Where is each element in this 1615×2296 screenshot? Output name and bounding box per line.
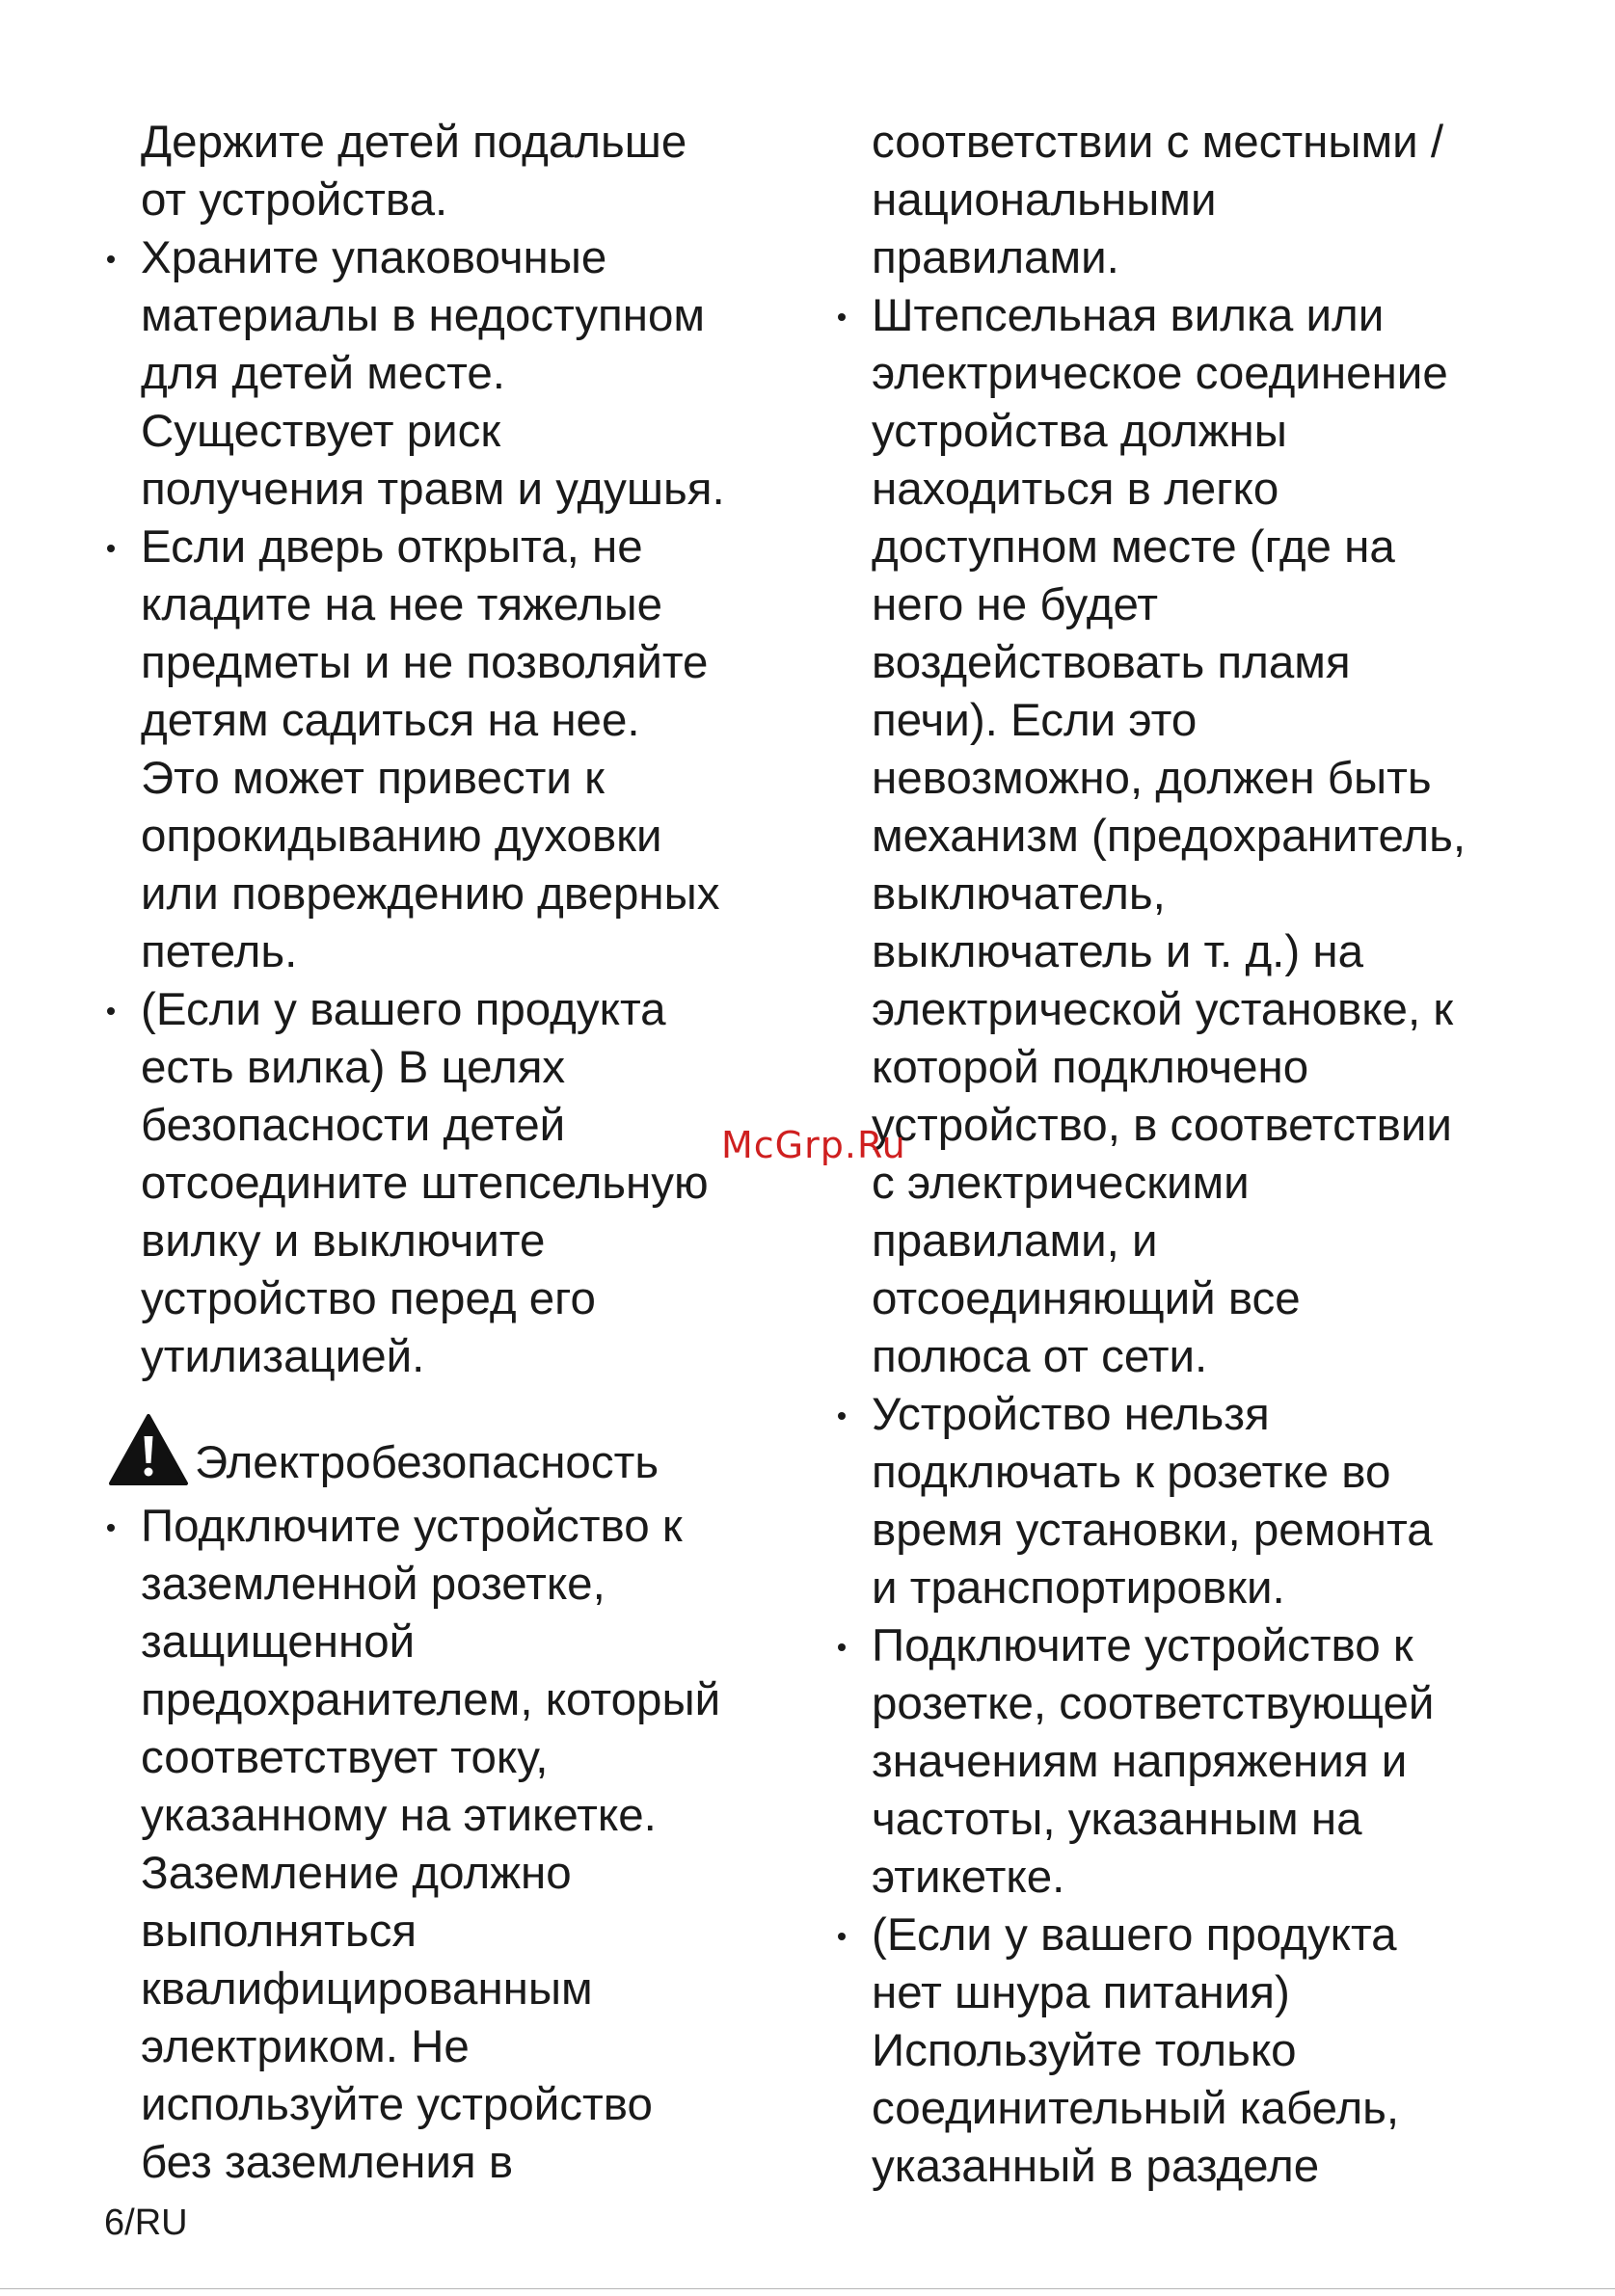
bullet-item-no-connect-during-install — [835, 1386, 1597, 1617]
bullet-item-grounding — [104, 1498, 818, 2192]
left-column — [104, 114, 818, 2192]
bullet-dot — [104, 981, 141, 1039]
bullet-dot — [104, 519, 141, 576]
right-continuation — [835, 114, 1597, 287]
bullet-text: Подключите устройство к заземленной розетке, защищенной предохранителем, который соответствует току, указанному на этикетке. Заземление должно выполняться квалифицированным электриком. Не используйте устройство без заземления в — [141, 1501, 721, 2188]
bullet-dot — [835, 1617, 872, 1675]
continuation-text: соответствии с местными / национальными правилами. — [872, 117, 1444, 283]
bullet-text: Храните упаковочные материалы в недоступном для детей месте. Существует риск получения травм и удушья. — [141, 232, 725, 515]
warning-triangle-icon — [108, 1413, 189, 1486]
bullet-item-plug-disposal — [104, 981, 818, 1386]
bullet-text: (Если у вашего продукта есть вилка) В целях безопасности детей отсоедините штепсельную вилку и выключите устройство перед его утилизацией. — [141, 984, 709, 1382]
bullet-item-packaging — [104, 229, 818, 519]
section-heading-electrical-safety — [104, 1413, 818, 1498]
section-heading-text: Электробезопасность — [195, 1437, 659, 1488]
bullet-dot — [104, 1498, 141, 1556]
bullet-item-plug-access — [835, 287, 1597, 1386]
bullet-text: (Если у вашего продукта нет шнура питания) Используйте только соединительный кабель, указанный в разделе — [872, 1909, 1400, 2192]
watermark: McGrp.Ru — [721, 1124, 906, 1166]
bullet-item-power-cable — [835, 1907, 1597, 2196]
continuation-text: Держите детей подальше от устройства. — [141, 117, 687, 226]
bullet-item-voltage-frequency — [835, 1617, 1597, 1907]
bullet-dot — [835, 1386, 872, 1444]
page-number: 6/RU — [104, 2203, 188, 2243]
bullet-dot — [835, 1907, 872, 1964]
bullet-text: Устройство нельзя подключать к розетке во время установки, ремонта и транспортировки. — [872, 1389, 1433, 1614]
left-continuation — [104, 114, 818, 229]
bullet-item-door — [104, 519, 818, 981]
bullet-dot — [104, 229, 141, 287]
bullet-text: Подключите устройство к розетке, соответствующей значениям напряжения и частоты, указанным на этикетке. — [872, 1620, 1435, 1903]
bullet-text: Если дверь открыта, не кладите на нее тяжелые предметы и не позволяйте детям садиться на нее. Это может привести к опрокидыванию духовки или повреждению дверных петель. — [141, 521, 720, 977]
bullet-text: Штепсельная вилка или электрическое соединение устройства должны находиться в легко доступном месте (где на него не будет воздействовать пламя печи). Если это невозможно, должен быть механизм (предохранитель, выключатель, выключатель и т. д.) на электрической установке, к которой подключено устройство, в соответствии с электрическими правилами, и отсоединяющий все полюса от сети. — [872, 290, 1467, 1382]
page-bottom-divider — [0, 2288, 1615, 2289]
right-column — [835, 114, 1597, 2196]
bullet-dot — [835, 287, 872, 345]
